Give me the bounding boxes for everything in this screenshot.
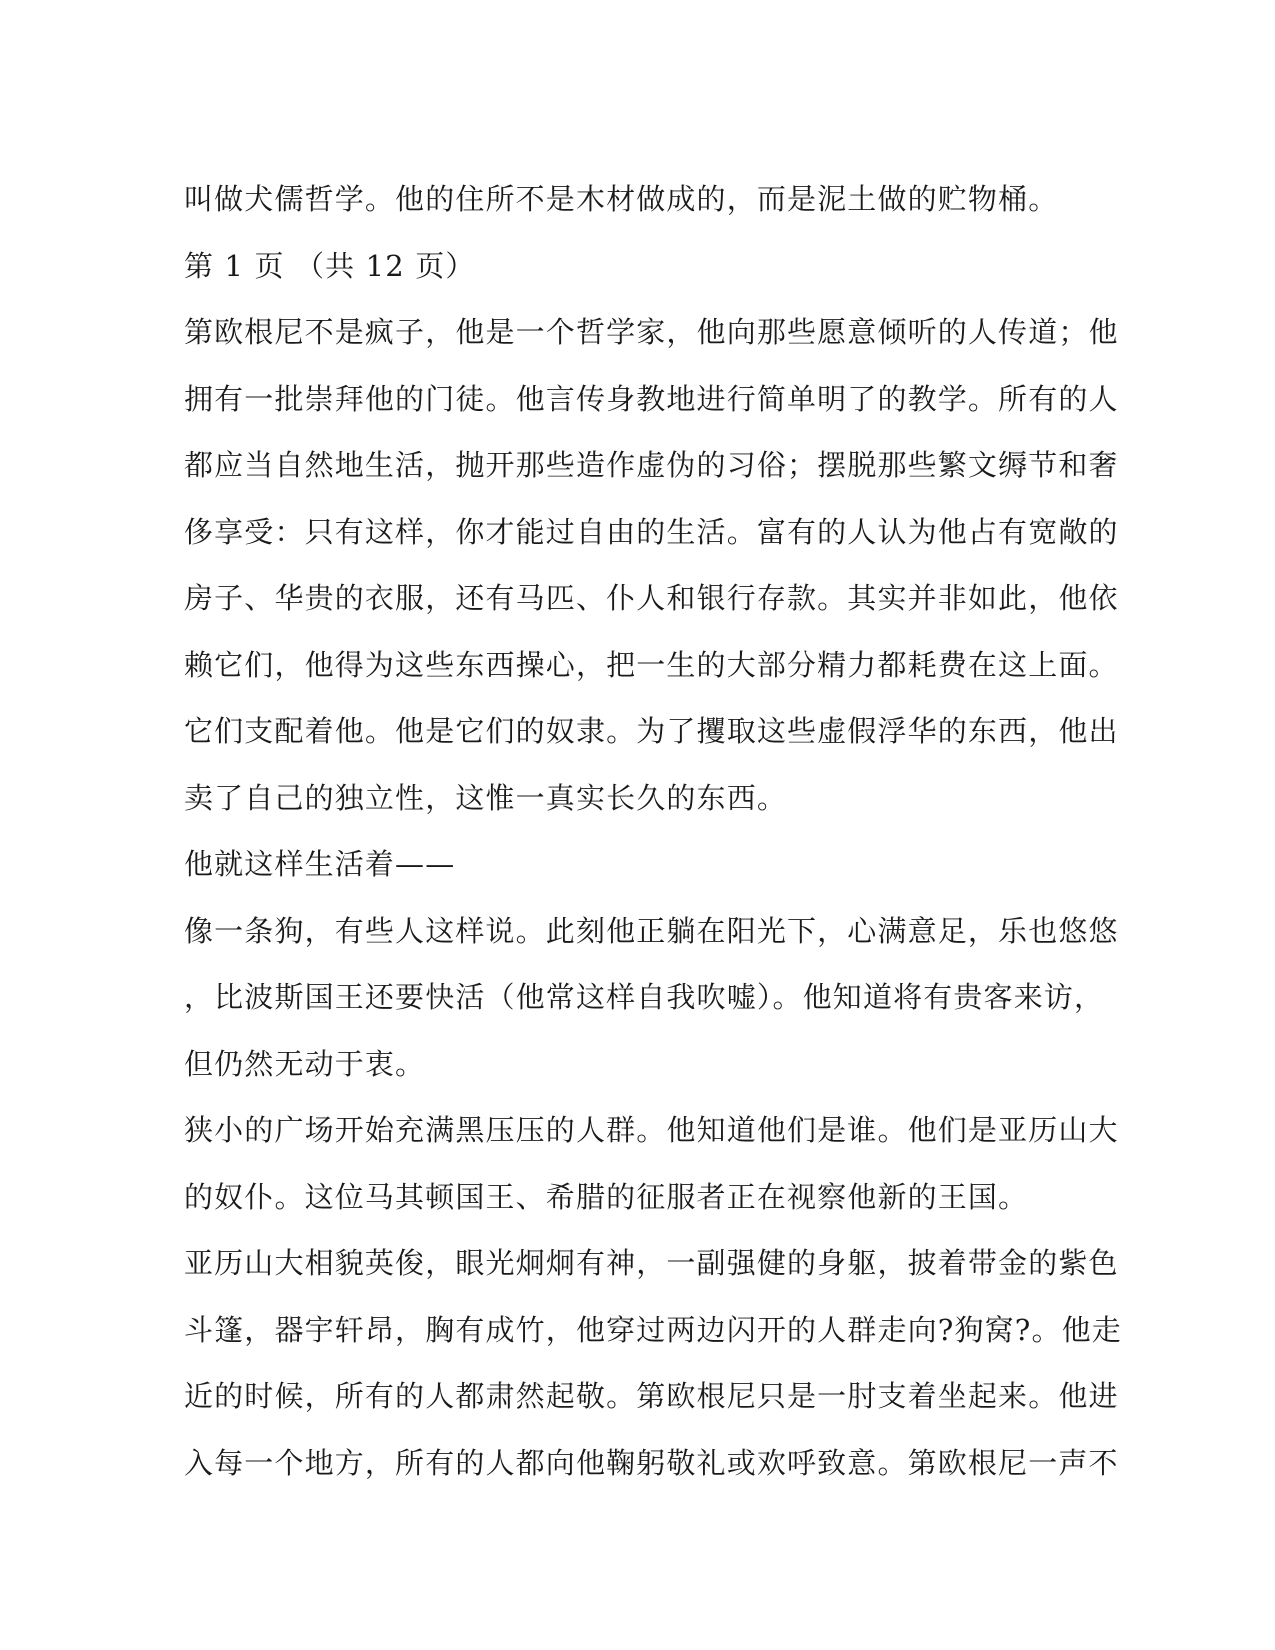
text-line: 的奴仆。这位马其顿国王、希腊的征服者正在视察他新的王国。 xyxy=(184,1179,1029,1214)
text-line: 他就这样生活着—— xyxy=(184,847,456,881)
text-line: 入每一个地方，所有的人都向他鞠躬敬礼或欢呼致意。第欧根尼一声不 xyxy=(184,1445,1119,1480)
page-number-line: 第 1 页 （共 12 页） xyxy=(184,248,476,283)
text-line: 卖了自己的独立性，这惟一真实长久的东西。 xyxy=(184,780,788,815)
text-line: 狭小的广场开始充满黑压压的人群。他知道他们是谁。他们是亚历山大 xyxy=(184,1113,1119,1147)
text-line: 房子、华贵的衣服，还有马匹、仆人和银行存款。其实并非如此，他依 xyxy=(184,581,1119,615)
text-line: 但仍然无动于衷。 xyxy=(184,1046,426,1081)
text-line: 侈享受：只有这样，你才能过自由的生活。富有的人认为他占有宽敞的 xyxy=(184,514,1119,549)
text-line: ，比波斯国王还要快活（他常这样自我吹嘘）。他知道将有贵客来访， xyxy=(184,980,1105,1014)
text-line: 拥有一批崇拜他的门徒。他言传身教地进行简单明了的教学。所有的人 xyxy=(184,381,1119,416)
text-line: 亚历山大相貌英俊，眼光炯炯有神，一副强健的身躯，披着带金的紫色 xyxy=(184,1246,1119,1280)
text-line: 近的时候，所有的人都肃然起敬。第欧根尼只是一肘支着坐起来。他进 xyxy=(184,1379,1119,1413)
text-line: 它们支配着他。他是它们的奴隶。为了攫取这些虚假浮华的东西，他出 xyxy=(184,714,1119,748)
text-line: 都应当自然地生活，抛开那些造作虚伪的习俗；摆脱那些繁文缛节和奢 xyxy=(184,448,1119,482)
text-line: 第欧根尼不是疯子，他是一个哲学家，他向那些愿意倾听的人传道；他 xyxy=(184,315,1119,349)
document-body xyxy=(184,166,1122,1496)
text-line: 斗篷，器宇轩昂，胸有成竹，他穿过两边闪开的人群走向?狗窝?。他走 xyxy=(184,1312,1122,1347)
text-line: 赖它们，他得为这些东西操心，把一生的大部分精力都耗费在这上面。 xyxy=(184,647,1119,682)
text-line: 叫做犬儒哲学。他的住所不是木材做成的，而是泥土做的贮物桶。 xyxy=(184,182,1059,216)
text-line: 像一条狗，有些人这样说。此刻他正躺在阳光下，心满意足，乐也悠悠 xyxy=(184,913,1119,948)
